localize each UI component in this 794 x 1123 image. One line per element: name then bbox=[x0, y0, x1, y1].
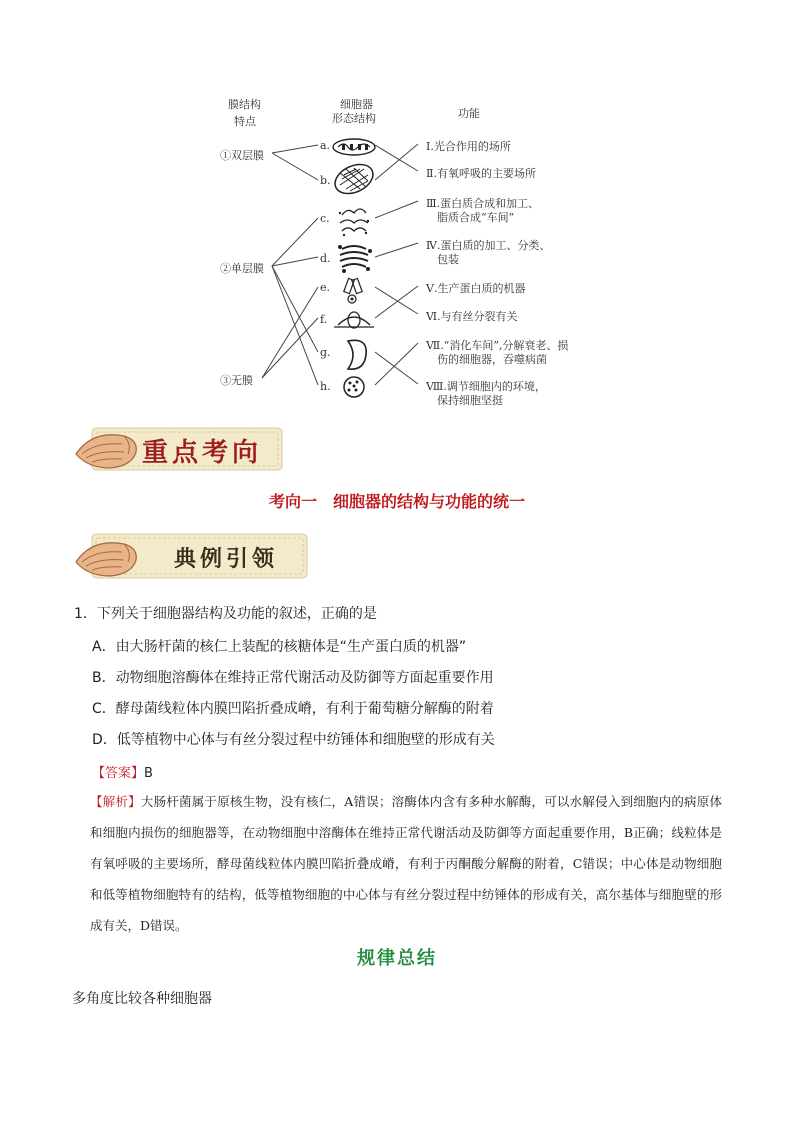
chloroplast-icon bbox=[333, 139, 375, 155]
option-a: A．由大肠杆菌的核仁上装配的核糖体是“生产蛋白质的机器” bbox=[92, 639, 467, 655]
organelle-letter-b: b. bbox=[320, 174, 331, 187]
option-c: C．酵母菌线粒体内膜凹陷折叠成嵴，有利于葡萄糖分解酶的附着 bbox=[92, 701, 494, 717]
organelle-letter-e: e. bbox=[320, 281, 331, 294]
analysis bbox=[90, 786, 722, 941]
col-header-membrane-2: 特点 bbox=[234, 115, 256, 128]
function-7-line2: 伤的细胞器，吞噬病菌 bbox=[437, 353, 547, 366]
function-2: Ⅱ.有氧呼吸的主要场所 bbox=[426, 167, 536, 180]
function-5: Ⅴ.生产蛋白质的机器 bbox=[426, 282, 526, 295]
function-1: Ⅰ.光合作用的场所 bbox=[426, 140, 511, 153]
option-b: B．动物细胞溶酶体在维持正常代谢活动及防御等方面起重要作用 bbox=[92, 670, 494, 686]
vacuole-icon bbox=[348, 340, 366, 369]
function-8-line2: 保持细胞坚挺 bbox=[437, 394, 503, 407]
membrane-double: ①双层膜 bbox=[220, 149, 264, 162]
col-header-function: 功能 bbox=[458, 107, 480, 120]
banner-key-topics-title: 重点考向 bbox=[142, 438, 263, 468]
banner-example bbox=[72, 530, 312, 582]
membrane-single: ②单层膜 bbox=[220, 262, 264, 275]
centrosome-icon bbox=[334, 312, 374, 328]
organelle-illustrations bbox=[330, 135, 378, 405]
seashell-icon bbox=[72, 424, 142, 474]
organelle-letter-h: h. bbox=[320, 380, 331, 393]
mitochondrion-icon bbox=[330, 159, 377, 199]
organelle-letter-f: f. bbox=[320, 313, 328, 326]
answer bbox=[92, 762, 153, 781]
col-header-organelle-2: 形态结构 bbox=[332, 112, 376, 125]
function-4-line1: Ⅳ.蛋白质的加工、分类、 bbox=[426, 239, 551, 252]
golgi-apparatus-icon bbox=[338, 245, 372, 273]
lysosome-icon bbox=[344, 377, 364, 397]
banner-key-topics bbox=[72, 424, 287, 474]
function-7-line1: Ⅶ.“消化车间”,分解衰老、损 bbox=[426, 339, 569, 352]
option-d: D．低等植物中心体与有丝分裂过程中纺锤体和细胞壁的形成有关 bbox=[92, 732, 495, 748]
organelle-letter-d: d. bbox=[320, 252, 331, 265]
banner-example-title: 典例引领 bbox=[174, 546, 279, 572]
organelle-letter-a: a. bbox=[320, 139, 331, 152]
function-3-line1: Ⅲ.蛋白质合成和加工、 bbox=[426, 197, 540, 210]
analysis-text: 大肠杆菌属于原核生物，没有核仁，A错误；溶酶体内含有多种水解酶，可以水解侵入到细胞内的病原体和细胞内损伤的细胞器等，在动物细胞中溶酶体在维持正常代谢活动及防御等方面起重要作用，B正确；线粒体是有氧呼吸的主要场所，酵母菌线粒体内膜凹陷折叠成嵴，有利于丙酮酸分解酶的附着，C错误；中心体是动物细胞和低等植物细胞特有的结构，低等植物细胞的中心体与有丝分裂过程中纺锤体的形成有关，高尔基体与细胞壁的形成有关，D错误。 bbox=[90, 794, 722, 933]
answer-label: 【答案】 bbox=[92, 766, 145, 781]
ribosome-icon bbox=[344, 278, 362, 303]
section-title: 考向一 细胞器的结构与功能的统一 bbox=[268, 492, 525, 511]
function-3-line2: 脂质合成“车间” bbox=[437, 211, 515, 224]
membrane-none: ③无膜 bbox=[220, 374, 253, 387]
summary-title: 规律总结 bbox=[357, 948, 437, 969]
function-8-line1: Ⅷ.调节细胞内的环境， bbox=[426, 380, 546, 393]
closing-text: 多角度比较各种细胞器 bbox=[72, 991, 212, 1007]
question-stem: 1．下列关于细胞器结构及功能的叙述，正确的是 bbox=[74, 606, 377, 622]
col-header-membrane-1: 膜结构 bbox=[228, 98, 261, 111]
col-header-organelle-1: 细胞器 bbox=[340, 98, 373, 111]
function-6: Ⅵ.与有丝分裂有关 bbox=[426, 310, 518, 323]
seashell-icon bbox=[72, 530, 142, 582]
analysis-label: 【解析】 bbox=[90, 794, 141, 809]
organelle-diagram-lines bbox=[0, 0, 794, 420]
organelle-letter-c: c. bbox=[320, 212, 330, 225]
answer-value: B bbox=[144, 766, 153, 781]
organelle-letter-g: g. bbox=[320, 346, 331, 359]
function-4-line2: 包装 bbox=[437, 253, 459, 266]
endoplasmic-reticulum-icon bbox=[339, 209, 369, 236]
